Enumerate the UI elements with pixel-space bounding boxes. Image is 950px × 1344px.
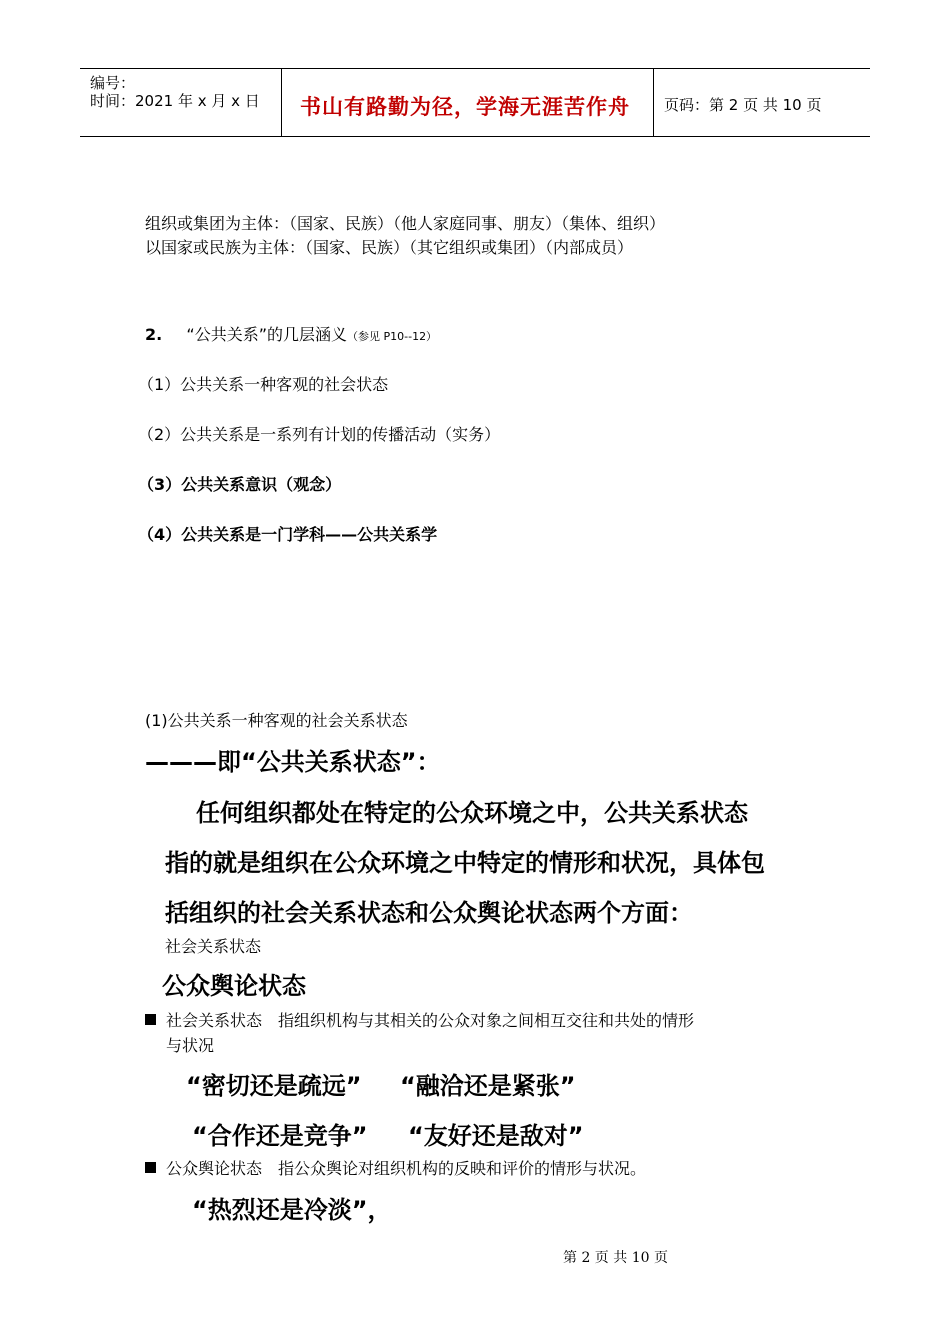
- state-opinion-label: 公众舆论状态: [162, 972, 306, 1000]
- org-subject-line: 组织或集团为主体：（国家、民族）（他人家庭同事、朋友）（集体、组织）: [145, 214, 666, 233]
- header-page-info: 页码：第 2 页 共 10 页: [664, 96, 822, 114]
- section-2-heading: [145, 322, 437, 345]
- header-divider-right: [653, 68, 654, 136]
- paragraph-line-3: 括组织的社会关系状态和公众舆论状态两个方面：: [165, 899, 693, 927]
- bullet-opinion-line: [145, 1156, 646, 1179]
- square-bullet-icon: [145, 1014, 156, 1025]
- bullet-social-text: 社会关系状态 指组织机构与其相关的公众对象之间相互交往和共处的情形: [166, 1011, 695, 1030]
- quote-close-or-distant: “密切还是疏远”: [186, 1072, 362, 1100]
- header-divider-left: [281, 68, 282, 136]
- paragraph-line-1: 任何组织都处在特定的公众环境之中，公共关系状态: [196, 799, 748, 827]
- page-footer: 第 2 页 共 10 页: [563, 1250, 668, 1266]
- list-item-1: （1）公共关系一种客观的社会状态: [138, 375, 389, 394]
- quote-harmonious-or-tense: “融洽还是紧张”: [400, 1072, 576, 1100]
- paragraph-line-2: 指的就是组织在公众环境之中特定的情形和状况，具体包: [165, 849, 765, 877]
- header-motto: 书山有路勤为径，学海无涯苦作舟: [300, 95, 630, 119]
- section-2-number: 2.: [145, 325, 163, 344]
- list-item-4: （4）公共关系是一门学科——公共关系学: [138, 525, 438, 544]
- bullet-opinion-text: 公众舆论状态 指公众舆论对组织机构的反映和评价的情形与状况。: [166, 1159, 647, 1178]
- subsection-1-subtitle: ———即“公共关系状态”：: [145, 748, 441, 776]
- list-item-2: （2）公共关系是一系列有计划的传播活动（实务）: [138, 425, 501, 444]
- list-item-3: （3）公共关系意识（观念）: [138, 475, 342, 494]
- header-bottom-border: [80, 136, 870, 137]
- header-time-label: 时间：2021 年 x 月 x 日: [90, 92, 260, 110]
- header-top-border: [80, 68, 870, 69]
- header-number-label: 编号：: [90, 74, 136, 92]
- bullet-social-line-2: 与状况: [166, 1036, 215, 1055]
- square-bullet-icon: [145, 1162, 156, 1173]
- bullet-social-line-1: [145, 1008, 694, 1031]
- quote-friendly-or-hostile: “友好还是敌对”: [408, 1122, 584, 1150]
- section-2-ref: （参见 P10--12）: [347, 330, 438, 343]
- section-2-title: “公共关系”的几层涵义: [186, 325, 347, 344]
- quote-warm-or-cold: “热烈还是冷淡”，: [192, 1196, 392, 1224]
- quote-cooperate-or-compete: “合作还是竞争”: [192, 1122, 368, 1150]
- state-social-label: 社会关系状态: [165, 937, 262, 956]
- nation-subject-line: 以国家或民族为主体：（国家、民族）（其它组织或集团）（内部成员）: [145, 238, 634, 257]
- subsection-1-heading: (1)公共关系一种客观的社会关系状态: [145, 711, 408, 730]
